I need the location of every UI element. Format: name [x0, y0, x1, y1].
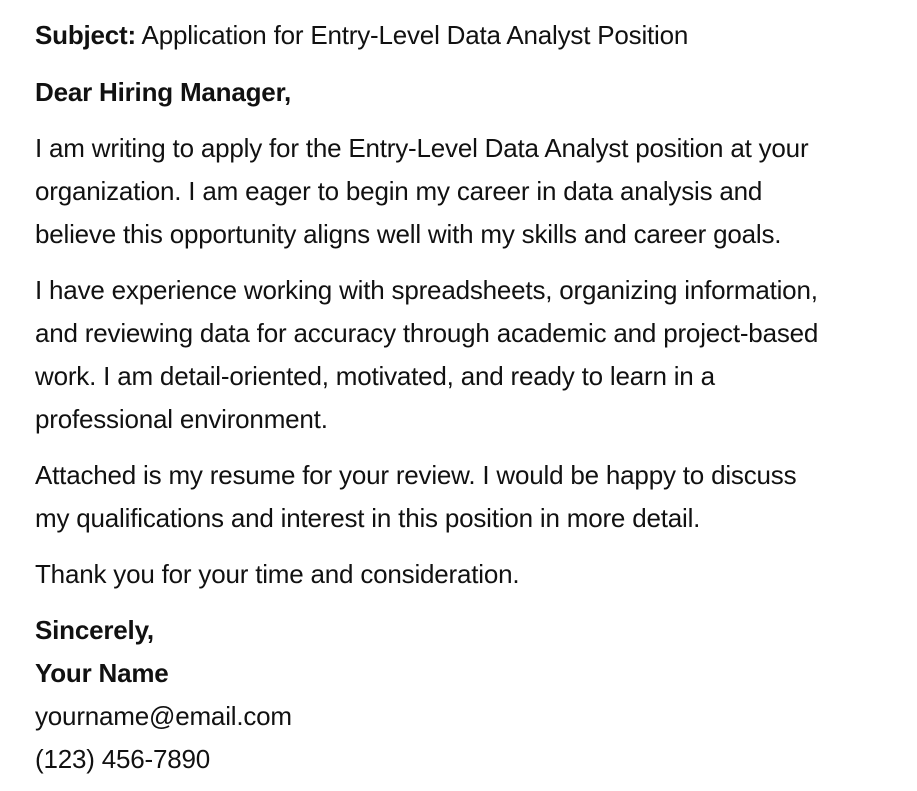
paragraph-line: and reviewing data for accuracy through academic and project-based [35, 318, 819, 348]
closing: Sincerely, [35, 615, 154, 645]
subject-line [35, 14, 905, 57]
paragraph-line: Attached is my resume for your review. I would be happy to discuss [35, 460, 797, 490]
paragraph-line: work. I am detail-oriented, motivated, and ready to learn in a [35, 361, 715, 391]
signature-name: Your Name [35, 658, 169, 688]
paragraph-line: professional environment. [35, 404, 328, 434]
email-address: yourname@email.com [35, 701, 292, 731]
paragraph-attachment [35, 454, 905, 540]
paragraph-line: believe this opportunity aligns well with my skills and career goals. [35, 219, 782, 249]
subject-label: Subject: [35, 20, 136, 50]
paragraph-line: Thank you for your time and consideration. [35, 559, 520, 589]
phone-number: (123) 456-7890 [35, 744, 210, 774]
paragraph-experience [35, 269, 905, 441]
greeting: Dear Hiring Manager, [35, 77, 292, 107]
paragraph-line: organization. I am eager to begin my career in data analysis and [35, 176, 763, 206]
cover-letter [35, 14, 905, 781]
subject-text: Application for Entry-Level Data Analyst Position [135, 20, 689, 50]
signature-block [35, 609, 905, 781]
paragraph-intro [35, 127, 905, 256]
paragraph-thanks [35, 553, 905, 596]
paragraph-line: I have experience working with spreadsheets, organizing information, [35, 275, 818, 305]
paragraph-line: my qualifications and interest in this position in more detail. [35, 503, 701, 533]
paragraph-line: I am writing to apply for the Entry-Level Data Analyst position at your [35, 133, 809, 163]
